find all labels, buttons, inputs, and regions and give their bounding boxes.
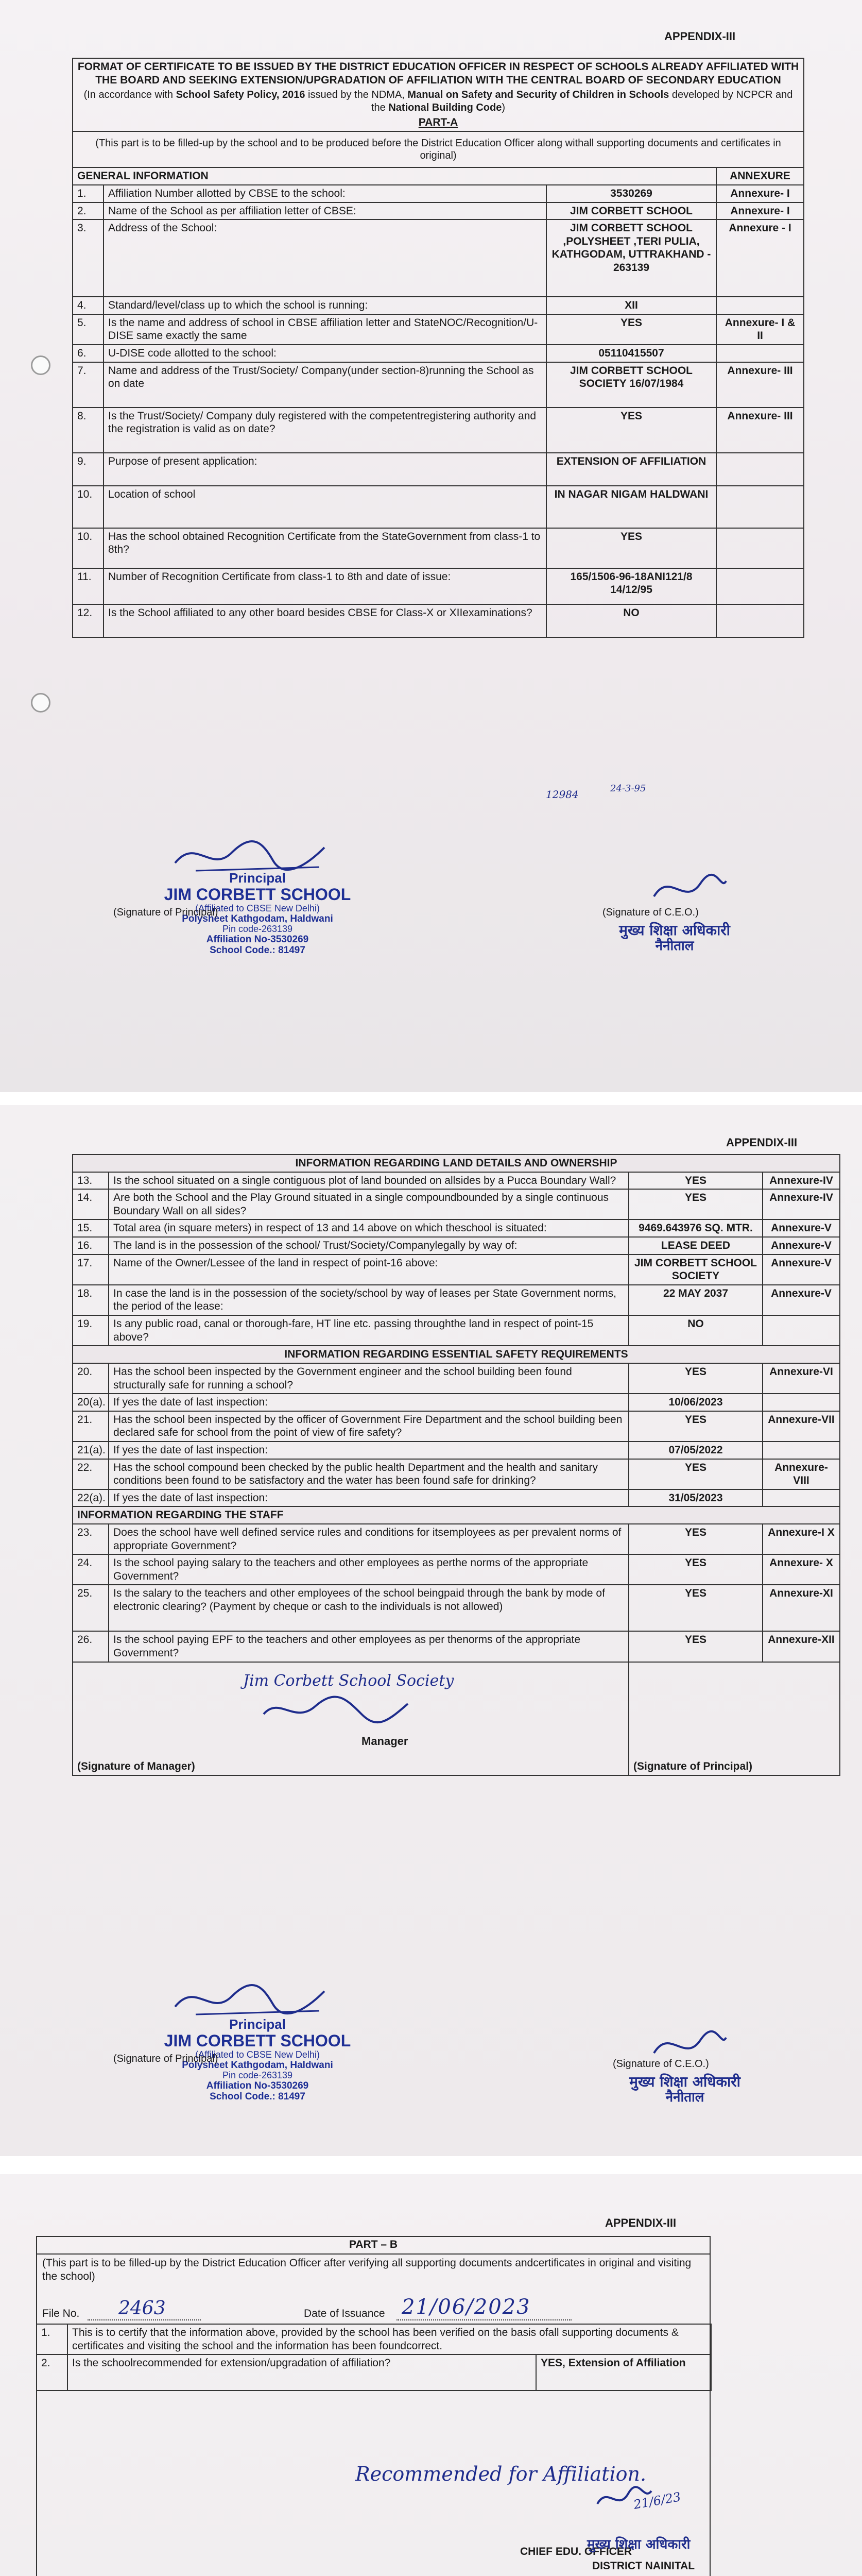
row-answer: 165/1506-96-18ANI121/8 14/12/95 — [546, 568, 716, 604]
manager-title: Manager — [361, 1734, 408, 1748]
row-annexure: Annexure-VII — [763, 1411, 840, 1442]
part-a-title: PART-A — [418, 116, 458, 128]
row-question: Are both the School and the Play Ground situated in a single compoundbounded by a single continuous Boundary Wall on all sides? — [109, 1189, 629, 1219]
row-number: 23. — [73, 1524, 109, 1554]
row-number: 25. — [73, 1585, 109, 1631]
page-1-part-a — [0, 0, 862, 1092]
row-answer: JIM CORBETT SCHOOL ,POLYSHEET ,TERI PULIA, KATHGODAM, UTTRAKHAND - 263139 — [546, 219, 716, 297]
row-annexure: Annexure- I & II — [716, 314, 804, 345]
row-question: Has the school been inspected by the Government engineer and the school building been found structurally safe for running a school? — [109, 1363, 629, 1394]
row-question: If yes the date of last inspection: — [109, 1442, 629, 1459]
table-row — [73, 1631, 840, 1662]
row-annexure: Annexure - I — [716, 219, 804, 297]
row-question: If yes the date of last inspection: — [109, 1394, 629, 1411]
row-annexure — [716, 345, 804, 362]
row-number: 20(a). — [73, 1394, 109, 1411]
handwritten-date: 21/6/23 — [632, 2489, 682, 2512]
file-no-line — [88, 2319, 201, 2320]
row-number: 14. — [73, 1189, 109, 1219]
row-question: Is the school situated on a single contiguous plot of land bounded on allsides by a Pucca Boundary Wall? — [109, 1172, 629, 1190]
row-question: Standard/level/class up to which the school is running: — [104, 297, 546, 314]
row-question: Affiliation Number allotted by CBSE to the school: — [104, 185, 546, 202]
recommend-answer: YES, Extension of Affiliation — [536, 2354, 711, 2391]
manager-signature — [258, 1693, 413, 1730]
table-row — [73, 1411, 840, 1442]
row-annexure: Annexure-V — [763, 1285, 840, 1315]
section-safety-header: INFORMATION REGARDING ESSENTIAL SAFETY REQUIREMENTS — [73, 1346, 840, 1363]
row-number: 19. — [73, 1315, 109, 1346]
row-question: Is any public road, canal or thorough-fare, HT line etc. passing throughthe land in respect of point-15 above? — [109, 1315, 629, 1346]
table-row — [73, 453, 804, 486]
row-question: Has the school been inspected by the officer of Government Fire Department and the school building been declared safe for school from the point of view of fire safety? — [109, 1411, 629, 1442]
part-b-title: PART – B — [36, 2236, 711, 2255]
row-answer: 9469.643976 SQ. MTR. — [629, 1219, 763, 1237]
row-annexure — [716, 297, 804, 314]
table-row — [73, 314, 804, 345]
part-b-note: (This part is to be filled-up by the District Education Officer after verifying all supporting documents andcertificates in original and visiting the school) — [42, 2257, 692, 2283]
row-number: 15. — [73, 1219, 109, 1237]
row-number: 22(a). — [73, 1489, 109, 1507]
punch-hole — [31, 355, 50, 375]
row-question: If yes the date of last inspection: — [109, 1489, 629, 1507]
row-answer: YES — [546, 408, 716, 453]
row-number: 21. — [73, 1411, 109, 1442]
row-answer: YES — [629, 1189, 763, 1219]
row-answer: EXTENSION OF AFFILIATION — [546, 453, 716, 486]
row-annexure: Annexure- III — [716, 408, 804, 453]
table-row — [73, 1285, 840, 1315]
row-question: The land is in the possession of the school/ Trust/Society/Companylegally by way of: — [109, 1237, 629, 1255]
row-annexure — [716, 604, 804, 637]
principal-signature-label: (Signature of Principal) — [113, 2053, 218, 2064]
row-annexure: Annexure- I — [716, 185, 804, 202]
date-line — [396, 2319, 572, 2320]
row-question: Is the Trust/Society/ Company duly registered with the competentregistering authority and the registration is valid as on date? — [104, 408, 546, 453]
table-row — [73, 1363, 840, 1394]
row-question: Does the school have well defined service rules and conditions for itsemployees as per prevalent norms of appropriate Government? — [109, 1524, 629, 1554]
table-row — [73, 345, 804, 362]
row-number: 2. — [37, 2354, 67, 2391]
row-annexure — [716, 528, 804, 568]
row-annexure: Annexure-IV — [763, 1172, 840, 1190]
row-answer: 07/05/2022 — [629, 1442, 763, 1459]
table-row — [73, 1189, 840, 1219]
row-number: 1. — [37, 2324, 67, 2354]
row-number: 13. — [73, 1172, 109, 1190]
row-number: 21(a). — [73, 1442, 109, 1459]
table-row — [73, 1255, 840, 1285]
row-annexure: Annexure- III — [716, 362, 804, 408]
certificate-heading — [73, 58, 804, 131]
manager-signature-cell — [73, 1662, 629, 1775]
row-question: Number of Recognition Certificate from class-1 to 8th and date of issue: — [104, 568, 546, 604]
part-a-table — [72, 58, 804, 638]
row-number: 17. — [73, 1255, 109, 1285]
table-row — [73, 297, 804, 314]
page-gap — [0, 2156, 862, 2174]
row-annexure — [716, 486, 804, 528]
row-annexure — [763, 1442, 840, 1459]
land-safety-staff-table — [72, 1154, 840, 1776]
row-answer: NO — [629, 1315, 763, 1346]
section-staff-header: INFORMATION REGARDING THE STAFF — [73, 1506, 840, 1524]
row-answer: JIM CORBETT SCHOOL SOCIETY 16/07/1984 — [546, 362, 716, 408]
row-answer: 3530269 — [546, 185, 716, 202]
row-number: 26. — [73, 1631, 109, 1662]
appendix-label: APPENDIX-III — [664, 30, 736, 43]
row-number: 4. — [73, 297, 104, 314]
row-answer: YES — [629, 1524, 763, 1554]
row-question: Is the salary to the teachers and other employees of the school beingpaid through the bank by mode of electronic clearing? (Payment by cheque or cash to the individuals is not allowed) — [109, 1585, 629, 1631]
row-answer: JIM CORBETT SCHOOL — [546, 202, 716, 220]
row-annexure — [716, 568, 804, 604]
row-question: Name of the Owner/Lessee of the land in respect of point-16 above: — [109, 1255, 629, 1285]
ceo-stamp: मुख्य शिक्षा अधिकारी नैनीताल — [619, 922, 730, 954]
table-row — [73, 568, 804, 604]
row-question: In case the land is in the possession of the society/school by way of leases per State Government norms, the period of the lease: — [109, 1285, 629, 1315]
row-annexure: Annexure-XI — [763, 1585, 840, 1631]
school-stamp: Principal JIM CORBETT SCHOOL (Affiliated to CBSE New Delhi) Polysheet Kathgodam, Haldwani Pin code-263139 Affiliation No-3530269 School Code.: 81497 — [164, 870, 351, 956]
handwritten-reg-number: 12984 — [546, 788, 579, 801]
table-row — [73, 1524, 840, 1554]
row-annexure: Annexure-XII — [763, 1631, 840, 1662]
row-answer: YES — [629, 1172, 763, 1190]
page-3-part-b — [0, 2174, 862, 2576]
principal-signature — [165, 1976, 335, 2022]
chief-edu-officer-label: CHIEF EDU. OFFICER — [520, 2546, 632, 2557]
section-land-header: INFORMATION REGARDING LAND DETAILS AND OWNERSHIP — [73, 1155, 840, 1172]
table-row — [73, 486, 804, 528]
part-b-table — [36, 2324, 712, 2391]
row-answer: LEASE DEED — [629, 1237, 763, 1255]
table-row — [73, 1554, 840, 1585]
row-annexure: Annexure-VIII — [763, 1459, 840, 1489]
row-answer: YES — [629, 1554, 763, 1585]
row-number: 5. — [73, 314, 104, 345]
row-number: 7. — [73, 362, 104, 408]
district-nainital-label: DISTRICT NAINITAL — [592, 2560, 695, 2572]
society-handwriting: Jim Corbett School Society — [243, 1671, 454, 1690]
school-stamp: Principal JIM CORBETT SCHOOL (Affiliated to CBSE New Delhi) Polysheet Kathgodam, Haldwani Pin code-263139 Affiliation No-3530269 School Code.: 81497 — [164, 2016, 351, 2103]
row-question: Is the school paying salary to the teachers and other employees as perthe norms of the appropriate Government? — [109, 1554, 629, 1585]
part-b-frame — [36, 2236, 711, 2576]
table-row — [73, 408, 804, 453]
row-question: U-DISE code allotted to the school: — [104, 345, 546, 362]
recommend-question: Is the schoolrecommended for extension/upgradation of affiliation? — [67, 2354, 536, 2391]
row-annexure — [716, 453, 804, 486]
row-number: 12. — [73, 604, 104, 637]
table-row — [73, 202, 804, 220]
table-row — [73, 604, 804, 637]
certify-text: This is to certify that the information above, provided by the school has been verified on the basis ofall supporting documents & certificates and visiting the school and the information has been foundcorrect. — [67, 2324, 711, 2354]
row-answer: YES — [629, 1585, 763, 1631]
row-question: Purpose of present application: — [104, 453, 546, 486]
row-number: 2. — [73, 202, 104, 220]
table-row — [73, 1442, 840, 1459]
table-row — [73, 1172, 840, 1190]
row-question: Has the school obtained Recognition Certificate from the StateGovernment from class-1 to 8th? — [104, 528, 546, 568]
table-row — [73, 362, 804, 408]
table-row — [73, 185, 804, 202]
row-question: Is the name and address of school in CBSE affiliation letter and StateNOC/Recognition/U-DISE same exactly the same — [104, 314, 546, 345]
appendix-label: APPENDIX-III — [726, 1136, 798, 1149]
row-answer: 31/05/2023 — [629, 1489, 763, 1507]
table-row — [73, 1394, 840, 1411]
row-number: 22. — [73, 1459, 109, 1489]
row-answer: YES — [629, 1459, 763, 1489]
row-number: 11. — [73, 568, 104, 604]
table-row — [73, 1459, 840, 1489]
row-answer: IN NAGAR NIGAM HALDWANI — [546, 486, 716, 528]
table-row — [73, 219, 804, 297]
row-question: Total area (in square meters) in respect of 13 and 14 above on which theschool is situated: — [109, 1219, 629, 1237]
table-row — [73, 1585, 840, 1631]
row-annexure: Annexure-V — [763, 1219, 840, 1237]
row-annexure — [763, 1315, 840, 1346]
row-annexure: Annexure- I — [716, 202, 804, 220]
row-answer: 10/06/2023 — [629, 1394, 763, 1411]
table-row — [73, 1489, 840, 1507]
deo-signature — [592, 2483, 654, 2514]
row-question: Name of the School as per affiliation letter of CBSE: — [104, 202, 546, 220]
table-row — [73, 1237, 840, 1255]
row-answer: NO — [546, 604, 716, 637]
recommended-handwriting: Recommended for Affiliation. — [355, 2463, 647, 2485]
accordance-note: (In accordance with School Safety Policy, 2016 issued by the NDMA, Manual on Safety and Security of Children in Schools developed by NCPCR and the National Building Code) — [83, 89, 793, 113]
principal-signature-cell: (Signature of Principal) — [629, 1662, 840, 1775]
row-annexure — [763, 1394, 840, 1411]
row-answer: YES — [629, 1363, 763, 1394]
row-number: 18. — [73, 1285, 109, 1315]
ceo-signature-label: (Signature of C.E.O.) — [602, 907, 699, 918]
row-number: 20. — [73, 1363, 109, 1394]
fill-note: (This part is to be filled-up by the school and to be produced before the District Education Officer along withall supporting documents and certificates in original) — [73, 131, 804, 168]
ceo-stamp-hindi: मुख्य शिक्षा अधिकारी — [587, 2537, 691, 2552]
ceo-signature — [649, 871, 731, 907]
row-annexure: Annexure-VI — [763, 1363, 840, 1394]
row-answer: XII — [546, 297, 716, 314]
heading-text: FORMAT OF CERTIFICATE TO BE ISSUED BY THE DISTRICT EDUCATION OFFICER IN RESPECT OF SCHOOLS ALREADY AFFILIATED WITH THE BOARD AND SEEKING EXTENSION/UPGRADATION OF AFFILIATION WITH THE CENTRAL BOARD OF SECONDARY EDUCATION — [77, 61, 799, 86]
table-row — [73, 1315, 840, 1346]
row-answer: YES — [546, 528, 716, 568]
row-annexure — [763, 1489, 840, 1507]
row-question: Address of the School: — [104, 219, 546, 297]
appendix-label: APPENDIX-III — [605, 2216, 677, 2229]
row-number: 9. — [73, 453, 104, 486]
row-number: 1. — [73, 185, 104, 202]
general-information-header: GENERAL INFORMATION — [73, 167, 716, 185]
ceo-stamp: मुख्य शिक्षा अधिकारी नैनीताल — [629, 2073, 740, 2106]
row-number: 8. — [73, 408, 104, 453]
row-answer: JIM CORBETT SCHOOL SOCIETY — [629, 1255, 763, 1285]
table-row — [73, 1219, 840, 1237]
annexure-header: ANNEXURE — [716, 167, 804, 185]
principal-signature-label: (Signature of Principal) — [113, 907, 218, 918]
row-number: 3. — [73, 219, 104, 297]
row-annexure: Annexure-V — [763, 1255, 840, 1285]
row-question: Is the School affiliated to any other board besides CBSE for Class-X or XIIexaminations? — [104, 604, 546, 637]
row-number: 10. — [73, 486, 104, 528]
row-answer: YES — [546, 314, 716, 345]
handwritten-reg-date: 24-3-95 — [610, 783, 646, 794]
row-answer: YES — [629, 1411, 763, 1442]
row-question: Name and address of the Trust/Society/ Company(under section-8)running the School as on date — [104, 362, 546, 408]
row-answer: 05110415507 — [546, 345, 716, 362]
file-no-label: File No. — [42, 2308, 80, 2319]
row-question: Is the school paying EPF to the teachers and other employees as per thenorms of the appropriate Government? — [109, 1631, 629, 1662]
row-number: 24. — [73, 1554, 109, 1585]
date-value: 21/06/2023 — [402, 2295, 531, 2319]
row-annexure: Annexure- X — [763, 1554, 840, 1585]
ceo-signature-label: (Signature of C.E.O.) — [613, 2058, 709, 2070]
row-answer: 22 MAY 2037 — [629, 1285, 763, 1315]
row-question: Location of school — [104, 486, 546, 528]
page-2-land-safety-staff — [0, 1105, 862, 2156]
row-annexure: Annexure-IV — [763, 1189, 840, 1219]
row-question: Has the school compound been checked by the public health Department and the health and sanitary conditions been found to be satisfactory and the water has been found safe for drinking? — [109, 1459, 629, 1489]
row-annexure: Annexure-V — [763, 1237, 840, 1255]
row-annexure: Annexure-I X — [763, 1524, 840, 1554]
file-no-value: 2463 — [118, 2298, 166, 2319]
row-number: 16. — [73, 1237, 109, 1255]
row-number: 6. — [73, 345, 104, 362]
table-row — [73, 528, 804, 568]
punch-hole — [31, 693, 50, 713]
row-answer: YES — [629, 1631, 763, 1662]
row-number: 10. — [73, 528, 104, 568]
manager-signature-label: (Signature of Manager) — [77, 1760, 195, 1773]
page-gap — [0, 1092, 862, 1105]
date-label: Date of Issuance — [304, 2308, 385, 2319]
